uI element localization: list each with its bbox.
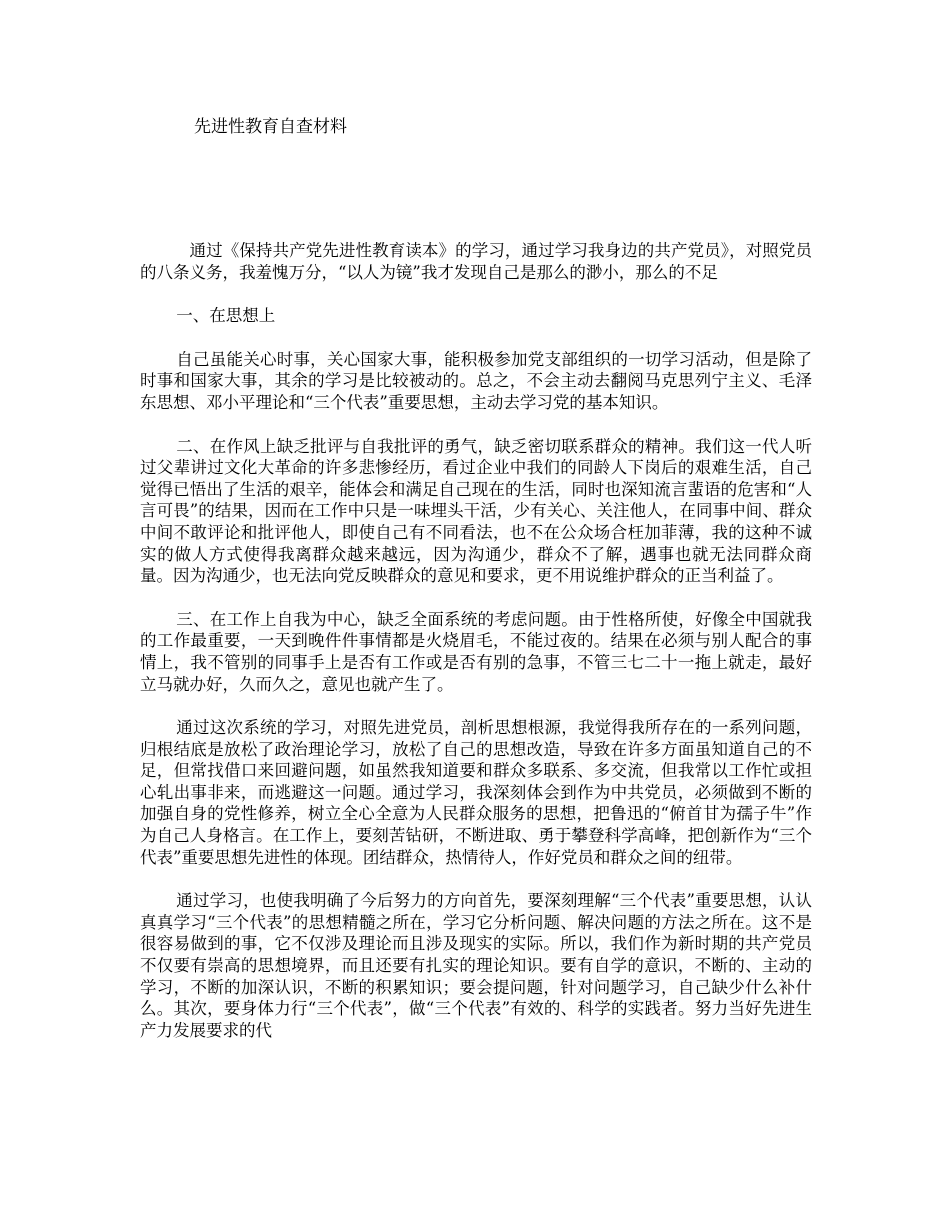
intro-paragraph: 通过《保持共产党先进性教育读本》的学习，通过学习我身边的共产党员》，对照党员的八条义务，我羞愧万分，“以人为镜”我才发现自己是那么的渺小，那么的不足 — [140, 241, 812, 282]
paragraph-work-style: 二、在作风上缺乏批评与自我批评的勇气，缺乏密切联系群众的精神。我们这一代人听过父辈讲过文化大革命的许多悲惨经历，看过企业中我们的同龄人下岗后的艰难生活，自己觉得已悟出了生活的艰辛，能体会和满足自己现在的生活，同时也深知流言蜚语的危害和“人言可畏”的结果，因而在工作中只是一味埋头干活，少有关心、关注他人，在同事中间、群众中间不敢评论和批评他人，即使自己有不同看法，也不在公众场合枉加菲薄，我的这种不诚实的做人方式使得我离群众越来越远，因为沟通少，群众不了解，遇事也就无法同群众商量。因为沟通少，也无法向党反映群众的意见和要求，更不用说维护群众的正当利益了。 — [140, 436, 812, 586]
document-title: 先进性教育自查材料 — [194, 117, 347, 137]
section-heading-thought: 一、在思想上 — [176, 306, 276, 326]
paragraph-direction: 通过学习，也使我明确了今后努力的方向首先，要深刻理解“三个代表”重要思想，认认真真学习“三个代表”的思想精髓之所在，学习它分析问题、解决问题的方法之所在。这不是很容易做到的事，它不仅涉及理论而且涉及现实的实际。所以，我们作为新时期的共产党员不仅要有崇高的思想境界，而且还要有扎实的理论知识。要有自学的意识，不断的、主动的学习，不断的加深认识，不断的积累知识；要会提问题，针对问题学习，自己缺少什么补什么。其次，要身体力行“三个代表”，做“三个代表”有效的、科学的实践者。努力当好先进生产力发展要求的代 — [140, 891, 812, 1040]
paragraph-reflection: 通过这次系统的学习，对照先进党员，剖析思想根源，我觉得我所存在的一系列问题，归根结底是放松了政治理论学习，放松了自己的思想改造，导致在许多方面虽知道自己的不足，但常找借口来回避问题，如虽然我知道要和群众多联系、多交流，但我常以工作忙或担心轧出事非来，而逃避这一问题。通过学习，我深刻体会到作为中共党员，必须做到不断的加强自身的党性修养，树立全心全意为人民群众服务的思想，把鲁迅的“俯首甘为孺子牛”作为自己人身格言。在工作上，要刻苦钻研，不断进取、勇于攀登科学高峰，把创新作为“三个代表”重要思想先进性的体现。团结群众，热情待人，作好党员和群众之间的纽带。 — [140, 718, 812, 867]
paragraph-thought: 自己虽能关心时事，关心国家大事，能积极参加党支部组织的一切学习活动，但是除了时事和国家大事，其余的学习是比较被动的。总之，不会主动去翻阅马克思列宁主义、毛泽东思想、邓小平理论和“三个代表”重要思想，主动去学习党的基本知识。 — [140, 349, 812, 412]
paragraph-work: 三、在工作上自我为中心，缺乏全面系统的考虑问题。由于性格所使，好像全中国就我的工作最重要，一天到晚件件事情都是火烧眉毛，不能过夜的。结果在必须与别人配合的事情上，我不管别的同事手上是否有工作或是否有别的急事，不管三七二十一拖上就走，最好立马就办好，久而久之，意见也就产生了。 — [140, 609, 812, 694]
document-body — [140, 240, 812, 1063]
